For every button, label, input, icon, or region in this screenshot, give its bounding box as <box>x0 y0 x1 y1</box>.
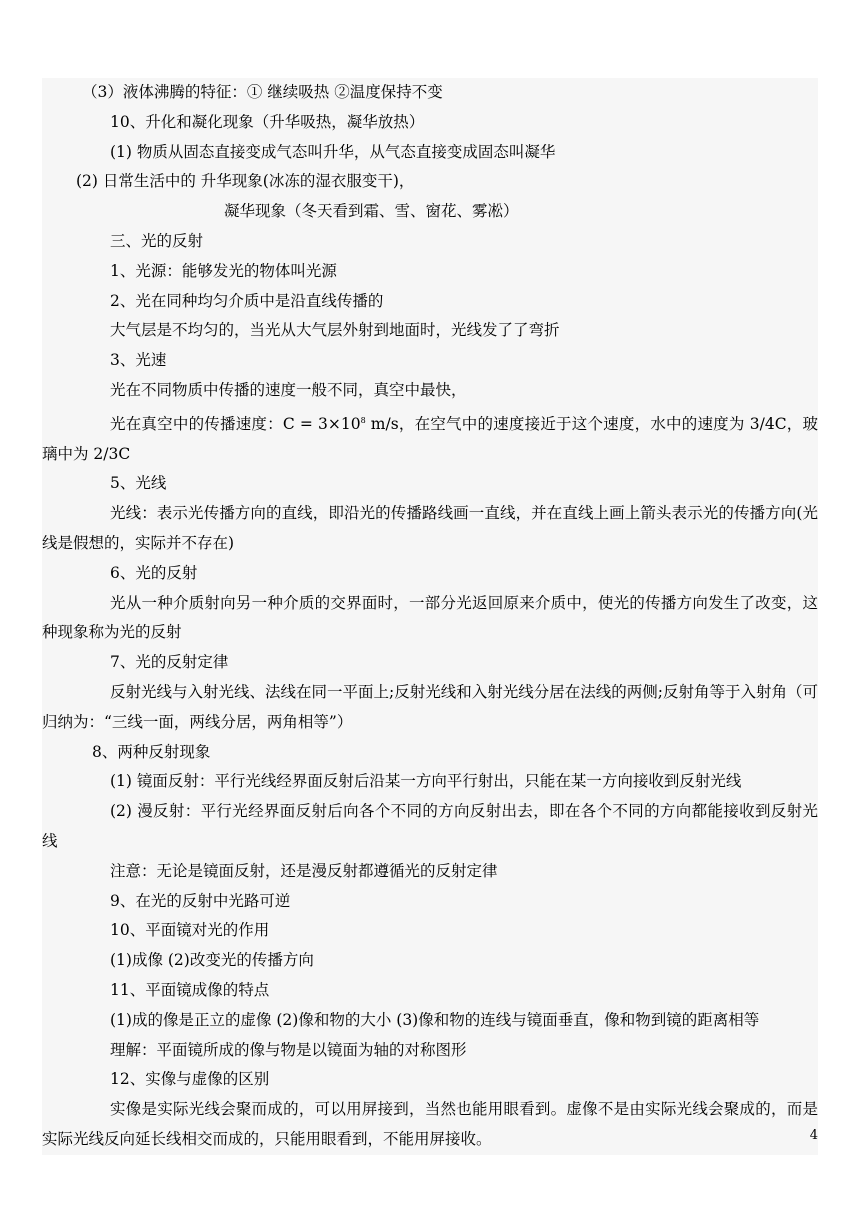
section-heading: 8、两种反射现象 <box>92 742 211 761</box>
section-heading: 10、升化和凝化现象（升华吸热，凝华放热） <box>110 112 425 131</box>
section-heading: 6、光的反射 <box>110 563 198 582</box>
text-line: 理解：平面镜所成的像与物是以镜面为轴的对称图形 <box>110 1040 467 1059</box>
text-line: 光在不同物质中传播的速度一般不同，真空中最快， <box>110 380 467 399</box>
section-heading: 12、实像与虚像的区别 <box>110 1070 270 1089</box>
paragraph: 光线：表示光传播方向的直线，即沿光的传播路线画一直线，并在直线上画上箭头表示光的传播方向(光线是假想的，实际并不存在) <box>42 504 818 552</box>
section-heading: 5、光线 <box>110 474 167 493</box>
paragraph: (2) 漫反射：平行光经界面反射后向各个不同的方向反射出去，即在各个不同的方向都能接收到反射光线 <box>42 802 818 850</box>
document-body <box>42 78 818 1155</box>
section-heading: 3、光速 <box>110 351 167 370</box>
text-line: (2) 日常生活中的 升华现象(冰冻的湿衣服变干)， <box>76 172 415 191</box>
text-line: (1) 物质从固态直接变成气态叫升华，从气态直接变成固态叫凝华 <box>110 142 556 161</box>
section-heading: 9、在光的反射中光路可逆 <box>110 891 291 910</box>
page-number: 4 <box>809 1128 818 1143</box>
chapter-heading: 三、光的反射 <box>110 231 204 250</box>
section-heading: 11、平面镜成像的特点 <box>110 980 270 999</box>
section-heading: 7、光的反射定律 <box>110 653 229 672</box>
text-line: (1)成像 (2)改变光的传播方向 <box>110 951 314 970</box>
text-line: （3）液体沸腾的特征：① 继续吸热 ②温度保持不变 <box>82 83 443 101</box>
paragraph: (1)成的像是正立的虚像 (2)像和物的大小 (3)像和物的连线与镜面垂直，像和物到镜的距离相等 <box>110 1010 760 1029</box>
paragraph: 反射光线与入射光线、法线在同一平面上;反射光线和入射光线分居在法线的两侧;反射角等于入射角（可归纳为：“三线一面，两线分居，两角相等”） <box>42 682 818 731</box>
text-line: (1) 镜面反射：平行光线经界面反射后沿某一方向平行射出，只能在某一方向接收到反射光线 <box>110 772 742 791</box>
speed-exponent: 8 <box>360 415 366 425</box>
speed-paragraph <box>42 406 818 470</box>
speed-text-after: m/s，在空气中的速度接近于这个速度，水中的速度为 3/4C，玻璃中为 2/3C <box>42 414 818 463</box>
text-line: 注意：无论是镜面反射，还是漫反射都遵循光的反射定律 <box>110 861 498 880</box>
section-heading: 1、光源：能够发光的物体叫光源 <box>110 261 337 280</box>
paragraph: 光从一种介质射向另一种介质的交界面时，一部分光返回原来介质中，使光的传播方向发生了改变，这种现象称为光的反射 <box>42 593 818 642</box>
section-heading: 10、平面镜对光的作用 <box>110 921 270 940</box>
speed-text-before: 光在真空中的传播速度：C = 3×10 <box>110 414 361 433</box>
paragraph: 实像是实际光线会聚而成的，可以用屏接到，当然也能用眼看到。虚像不是由实际光线会聚成的，而是实际光线反向延长线相交而成的，只能用眼看到，不能用屏接收。 <box>42 1100 818 1148</box>
section-heading: 2、光在同种均匀介质中是沿直线传播的 <box>110 291 384 310</box>
text-line: 大气层是不均匀的，当光从大气层外射到地面时，光线发了了弯折 <box>110 321 560 340</box>
text-line: 凝华现象（冬天看到霜、雪、窗花、雾凇） <box>224 202 519 221</box>
